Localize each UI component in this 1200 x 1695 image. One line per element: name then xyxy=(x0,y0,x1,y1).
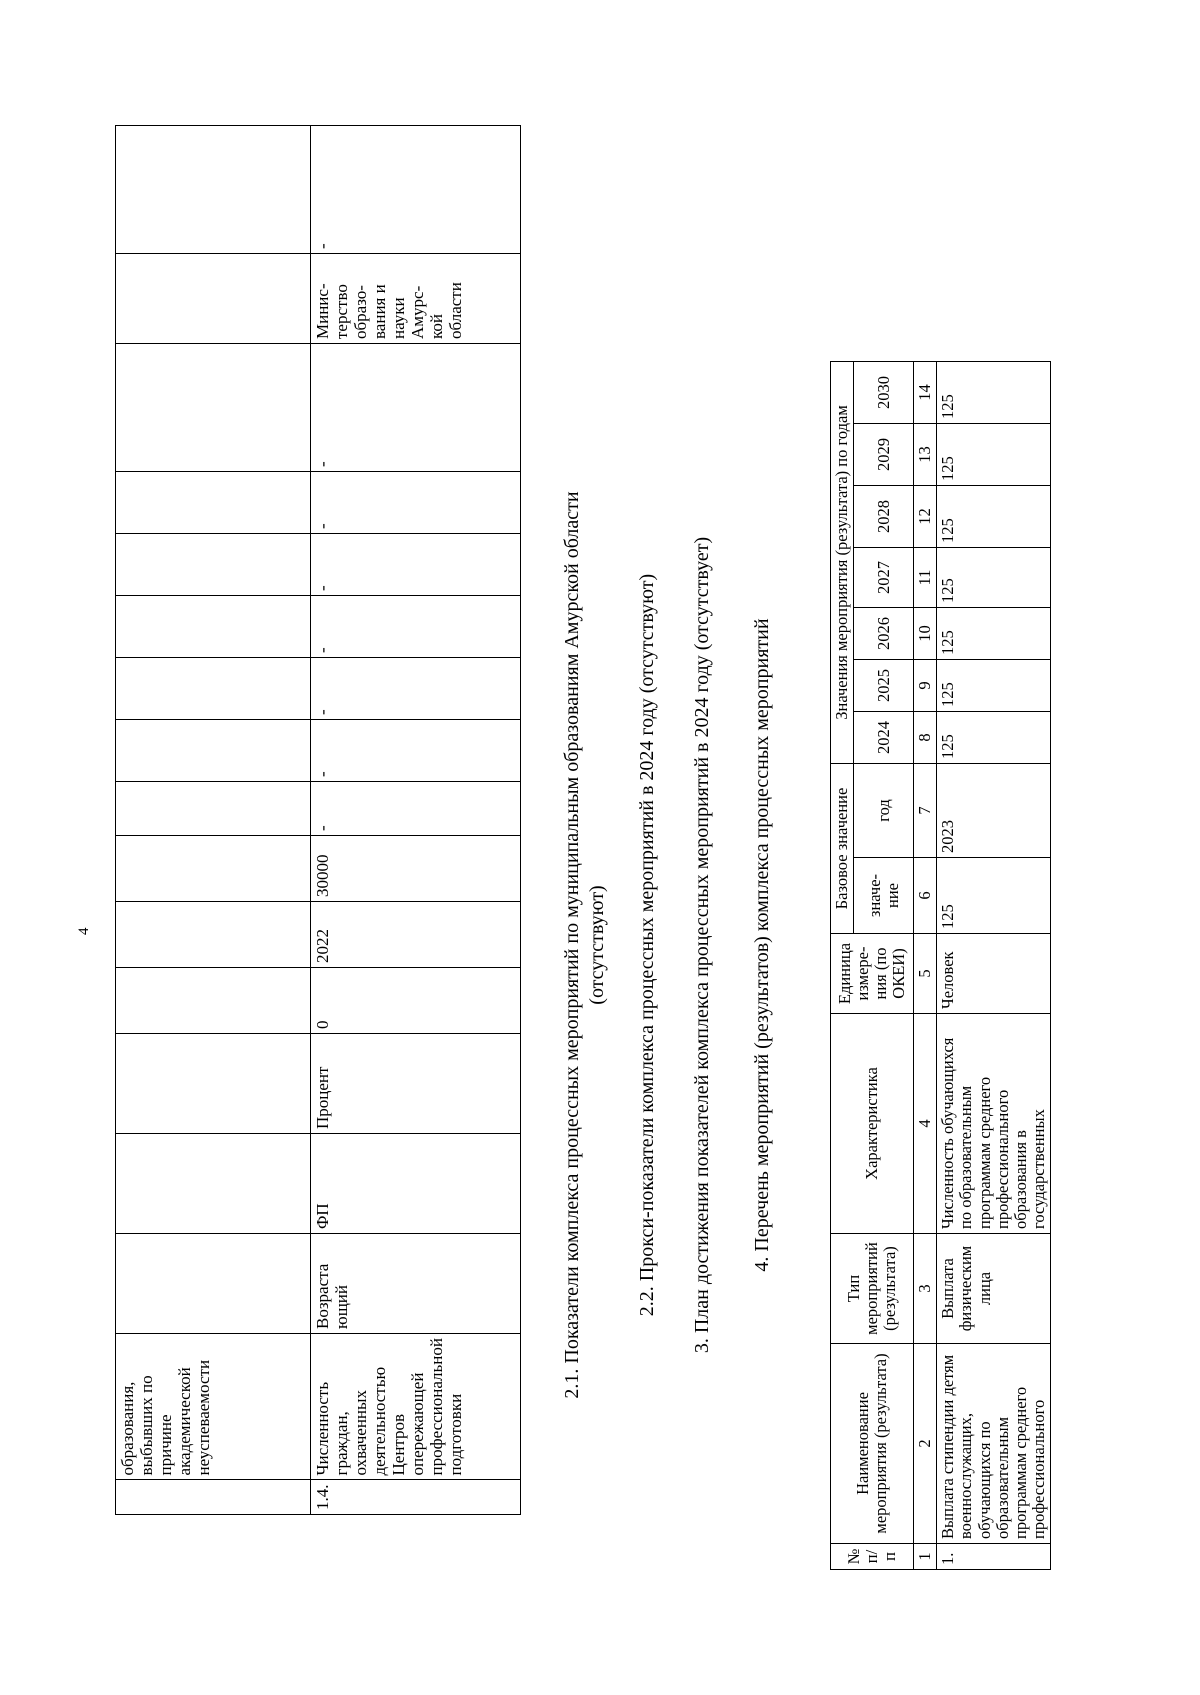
index-cell: 5 xyxy=(914,934,937,1014)
year-value: 125 xyxy=(937,486,1051,548)
table-cell xyxy=(116,968,311,1034)
header-num: № п/п xyxy=(831,1544,914,1570)
index-cell: 1 xyxy=(914,1544,937,1570)
header-year: 2030 xyxy=(854,362,914,424)
heading-4: 4. Перечень мероприятий (результатов) комплекса процессных мероприятий xyxy=(751,618,773,1272)
year-value: 125 xyxy=(937,424,1051,486)
index-cell: 12 xyxy=(914,486,937,548)
index-row xyxy=(914,362,937,1570)
year-value: 125 xyxy=(937,608,1051,660)
table-cell: - xyxy=(311,534,521,596)
table-cell xyxy=(116,1234,311,1334)
table-row xyxy=(116,126,311,1515)
index-cell: 11 xyxy=(914,548,937,608)
heading-3: 3. План достижения показателей комплекса процессных мероприятий в 2024 году (отсутствует) xyxy=(691,536,713,1354)
header-year: 2024 xyxy=(854,712,914,764)
header-base-year: год xyxy=(854,764,914,858)
table-cell xyxy=(116,720,311,782)
table-cell: 0 xyxy=(311,968,521,1034)
heading-2-1: 2.1. Показатели комплекса процессных мероприятий по муниципальным образованиям Амурской области (отсутствуют) xyxy=(561,491,608,1399)
heading-2-2: 2.2. Прокси-показатели комплекса процессных мероприятий в 2024 году (отсутствуют) xyxy=(636,573,658,1317)
table-cell xyxy=(116,472,311,534)
table-cell: - xyxy=(311,126,521,254)
table-cell xyxy=(116,1034,311,1134)
index-cell: 9 xyxy=(914,660,937,712)
table-cell: 2022 xyxy=(311,902,521,968)
header-year: 2026 xyxy=(854,608,914,660)
table-cell: Минис- терство образо- вания и науки Амурс- кой области xyxy=(311,254,521,344)
activity-name: Выплата стипендии детям военнослужащих, обучающихся по образовательным программам среднего профессионального xyxy=(937,1344,1051,1544)
table-cell xyxy=(116,254,311,344)
table-row xyxy=(937,362,1051,1570)
index-cell: 3 xyxy=(914,1234,937,1344)
base-year: 2023 xyxy=(937,764,1051,858)
year-value: 125 xyxy=(937,362,1051,424)
header-year: 2025 xyxy=(854,660,914,712)
index-cell: 13 xyxy=(914,424,937,486)
activity-unit: Человек xyxy=(937,934,1051,1014)
table-cell: Процент xyxy=(311,1034,521,1134)
table-cell: - xyxy=(311,658,521,720)
table-cell xyxy=(116,126,311,254)
header-base-value: значе- ние xyxy=(854,858,914,934)
index-cell: 2 xyxy=(914,1344,937,1544)
base-value: 125 xyxy=(937,858,1051,934)
header-unit: Единица измере- ния (по ОКЕИ) xyxy=(831,934,914,1014)
table-cell xyxy=(116,596,311,658)
table-cell xyxy=(116,534,311,596)
table-cell: - xyxy=(311,472,521,534)
activity-characteristic: Численность обучающихся по образовательным программам среднего профессионального образования в государственных xyxy=(937,1014,1051,1234)
table-cell xyxy=(116,1134,311,1234)
table-cell: - xyxy=(311,782,521,836)
header-year: 2028 xyxy=(854,486,914,548)
index-cell: 6 xyxy=(914,858,937,934)
indicators-table-continued xyxy=(115,125,521,1515)
table-cell: - xyxy=(311,344,521,472)
year-value: 125 xyxy=(937,712,1051,764)
header-year: 2027 xyxy=(854,548,914,608)
table-row xyxy=(311,126,521,1515)
indicator-name: образования, выбывших по причине академической неуспеваемости xyxy=(116,1334,311,1481)
table-cell: - xyxy=(311,720,521,782)
year-value: 125 xyxy=(937,660,1051,712)
index-cell: 8 xyxy=(914,712,937,764)
activity-type: Выплата физическим лица xyxy=(937,1234,1051,1344)
table-cell xyxy=(116,836,311,902)
header-values: Значения мероприятия (результата) по годам xyxy=(831,362,854,764)
table-cell xyxy=(116,344,311,472)
table-cell: 30000 xyxy=(311,836,521,902)
index-cell: 10 xyxy=(914,608,937,660)
row-number xyxy=(116,1480,311,1515)
row-number: 1.4. xyxy=(311,1480,521,1515)
table-cell xyxy=(116,658,311,720)
indicator-name: Численность граждан, охваченных деятельностью Центров опережающей профессиональной подготовки xyxy=(311,1334,521,1481)
header-row xyxy=(831,362,854,1570)
header-year: 2029 xyxy=(854,424,914,486)
header-characteristic: Характеристика xyxy=(831,1014,914,1234)
header-base: Базовое значение xyxy=(831,764,854,934)
table-cell: Возраста ющий xyxy=(311,1234,521,1334)
table-cell: - xyxy=(311,596,521,658)
table-cell xyxy=(116,782,311,836)
row-number: 1. xyxy=(937,1544,1051,1570)
index-cell: 4 xyxy=(914,1014,937,1234)
index-cell: 14 xyxy=(914,362,937,424)
year-value: 125 xyxy=(937,548,1051,608)
index-cell: 7 xyxy=(914,764,937,858)
activities-table xyxy=(830,361,1051,1570)
table-cell: ФП xyxy=(311,1134,521,1234)
page-number: 4 xyxy=(76,927,92,935)
table-cell xyxy=(116,902,311,968)
header-name: Наименование мероприятия (результата) xyxy=(831,1344,914,1544)
header-type: Тип мероприятий (результата) xyxy=(831,1234,914,1344)
